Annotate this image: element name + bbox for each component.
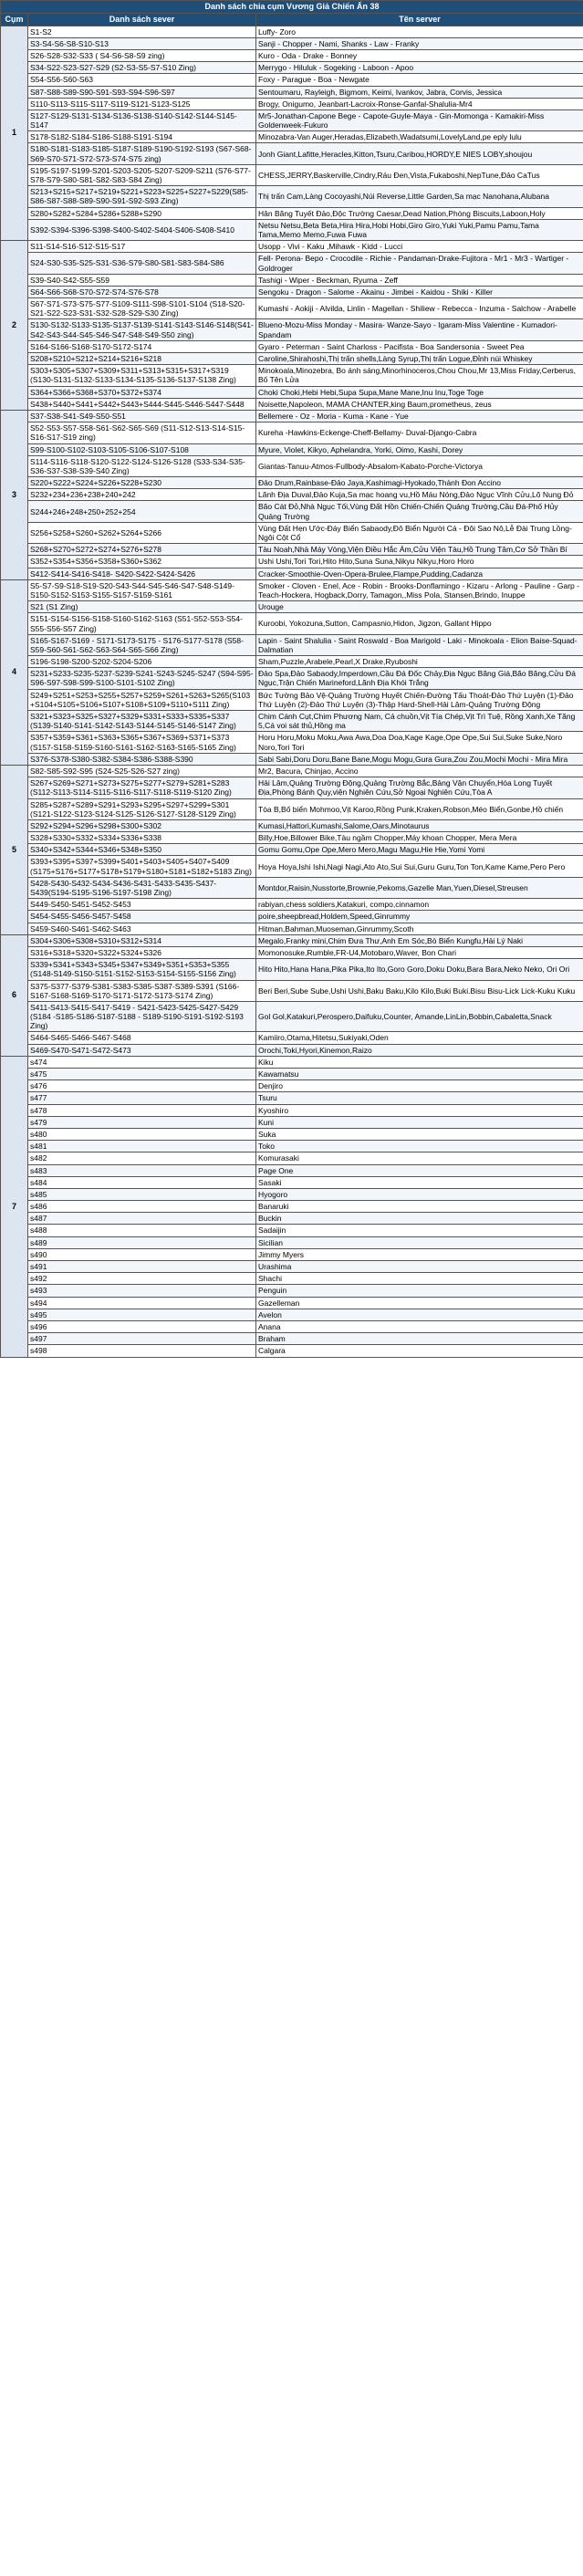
cluster-id-cell: 1 xyxy=(1,26,28,241)
server-name-cell: Sentoumaru, Rayleigh, Bigmom, Keimi, Ivankov, Jabra, Corvis, Jessica xyxy=(256,86,583,98)
server-name-cell: Tàu Noah,Nhà Máy Vòng,Viện Điều Hắc Ám,Cửu Viện Tàu,Hồ Trung Tâm,Cơ Sở Thần Bí xyxy=(256,544,583,556)
table-row xyxy=(1,164,583,185)
table-row xyxy=(1,1225,583,1236)
table-row xyxy=(1,253,583,274)
server-name-cell: Sasaki xyxy=(256,1176,583,1188)
server-name-cell: Anana xyxy=(256,1320,583,1332)
table-row xyxy=(1,489,583,501)
server-list-cell: s496 xyxy=(28,1320,256,1332)
table-row xyxy=(1,899,583,911)
table-row xyxy=(1,1345,583,1357)
server-name-cell: rabiyan,chess soldiers,Katakuri, compo,cinnamon xyxy=(256,899,583,911)
server-name-cell: Bellemere - Oz - Moria - Kuma - Kane - Yue xyxy=(256,410,583,422)
table-row xyxy=(1,877,583,898)
server-list-cell: S268+S270+S272+S274+S276+S278 xyxy=(28,544,256,556)
server-list-cell: s485 xyxy=(28,1188,256,1200)
server-list-cell: S392-S394-S396-S398-S400-S402-S404-S406-S408-S410 xyxy=(28,219,256,240)
server-list-cell: s478 xyxy=(28,1104,256,1116)
table-row xyxy=(1,522,583,543)
server-list-cell: S54-S56-S60-S63 xyxy=(28,74,256,86)
server-name-cell: Caroline,Shirahoshi,Thị trấn shells,Làng Syrup,Thị trấn Logue,Đỉnh núi Whiskey xyxy=(256,353,583,365)
server-list-cell: s494 xyxy=(28,1297,256,1309)
server-name-cell: Megalo,Franky mini,Chim Đưa Thư,Anh Em Sóc,Bò Biển Kungfu,Hải Lý Naki xyxy=(256,934,583,946)
header-row xyxy=(1,13,583,26)
server-name-cell: Braham xyxy=(256,1333,583,1345)
server-name-cell: Choki Choki,Hebi Hebi,Supa Supa,Mane Mane,Inu Inu,Toge Toge xyxy=(256,386,583,398)
server-name-cell: Tòa B,Bố biển Mohmoo,Vịt Karoo,Rồng Punk,Kraken,Robson,Méo Biển,Gonbe,Hồ chiến xyxy=(256,798,583,819)
table-row xyxy=(1,207,583,219)
cluster-id-cell: 4 xyxy=(1,579,28,765)
server-name-cell: Fell- Perona- Bepo - Crocodile - Richie - Pandaman-Drake-Fujitora - Mr1 - Mr3 - Wartiger - Goldroger xyxy=(256,253,583,274)
server-name-cell: Chim Cánh Cụt,Chim Phương Nam, Cá chuồn,Vịt Tía Chép,Vịt Trì Tuệ, Rồng Xanh,Xe Tăng 5,Cá voi sát thủ,Hồng ma xyxy=(256,711,583,732)
server-list-cell: S1-S2 xyxy=(28,26,256,37)
table-row xyxy=(1,601,583,613)
table-row xyxy=(1,689,583,710)
server-name-cell: Jimmy Myers xyxy=(256,1248,583,1260)
server-name-cell: Tsuru xyxy=(256,1092,583,1104)
server-list-cell: s487 xyxy=(28,1213,256,1225)
table-row xyxy=(1,934,583,946)
table-row xyxy=(1,1309,583,1320)
server-name-cell: Merrygo - Hiluluk - Sogeking - Laboon - Apoo xyxy=(256,62,583,74)
table-row xyxy=(1,946,583,958)
table-title: Danh sách chia cụm Vương Giả Chiến Ẩn 38 xyxy=(1,1,583,14)
server-name-cell: Hải Lâm,Quảng Trường Động,Quảng Trường Bắc,Bảng Vận Chuyển,Hóa Long Tuyết Địa,Phòng Bánh Quy,viện Nghiên Cứu,Sở Ngoại Nghiên Cứu,Tòa A xyxy=(256,777,583,798)
table-row xyxy=(1,911,583,923)
server-name-cell: Sabi Sabi,Doru Doru,Bane Bane,Mogu Mogu,Gura Gura,Zou Zou,Mochi Mochi - Mira Mira xyxy=(256,753,583,765)
table-row xyxy=(1,74,583,86)
table-row xyxy=(1,732,583,753)
server-list-cell: S114-S116-S118-S120-S122-S124-S126-S128 (S33-S34-S35-S36-S37-S38-S39-S40 Zing) xyxy=(28,455,256,476)
server-name-cell: poire,sheepbread,Holdem,Speed,Ginrummy xyxy=(256,911,583,923)
server-name-cell: Horu Horu,Moku Moku,Awa Awa,Doa Doa,Kage Kage,Ope Ope,Sui Sui,Suke Suke,Noro Noro,Tori Tori xyxy=(256,732,583,753)
table-row xyxy=(1,298,583,319)
server-list-cell: S220+S222+S224+S226+S228+S230 xyxy=(28,477,256,489)
server-list-cell: S195-S197-S199-S201-S203-S205-S207-S209-S211 (S76-S77-S78-S79-S80-S81-S82-S83-S84 Zing) xyxy=(28,164,256,185)
table-row xyxy=(1,477,583,489)
table-row xyxy=(1,711,583,732)
table-row xyxy=(1,1104,583,1116)
server-list-cell: s492 xyxy=(28,1273,256,1285)
server-list-cell: s476 xyxy=(28,1080,256,1092)
server-name-cell: Shachi xyxy=(256,1273,583,1285)
server-name-cell: Sanji - Chopper - Nami, Shanks - Law - Franky xyxy=(256,37,583,49)
table-row xyxy=(1,286,583,297)
server-list-cell: s491 xyxy=(28,1261,256,1273)
server-name-cell: Toko xyxy=(256,1141,583,1152)
server-list-cell: S303+S305+S307+S309+S311+S313+S315+S317+S319 (S130-S131-S132-S133-S134-S135-S136-S137-S138 Zing) xyxy=(28,365,256,386)
table-row xyxy=(1,398,583,410)
server-list-cell: s483 xyxy=(28,1164,256,1176)
server-list-cell: s498 xyxy=(28,1345,256,1357)
server-name-cell: Vùng Đất Hẹn Ước-Đáy Biển Sabaody,Đô Biển Người Cá - Đôi Sao Nô,Lễ Đài Trung Lồng-Ngôi Cột Cổ xyxy=(256,522,583,543)
header-cluster: Cụm xyxy=(1,13,28,26)
server-name-cell: Penguin xyxy=(256,1285,583,1297)
server-list-cell: S304+S306+S308+S310+S312+S314 xyxy=(28,934,256,946)
table-row xyxy=(1,1273,583,1285)
server-list-cell: S352+S354+S356+S358+S360+S362 xyxy=(28,556,256,568)
server-name-cell: Smoker - Cloven - Enel, Ace - Robin - Brooks-Donflamingo - Kizaru - Arlong - Pauline - Garp - Teach-Hockera, Hogback,Dorry, Tamagon,,Miss Pola, Stansen,Brindo, Inuppe xyxy=(256,579,583,600)
server-name-cell: Urashima xyxy=(256,1261,583,1273)
table-row xyxy=(1,668,583,689)
server-name-cell: Brogy, Onigumo, Jeanbart-Lacroix-Ronse-Ganfal-Shalulia-Mr4 xyxy=(256,98,583,110)
server-list-cell: S99-S100-S102-S103-S105-S106-S107-S108 xyxy=(28,443,256,455)
server-list-cell: S34-S22-S23-S27-S29 (S2-S3-S5-S7-S10 Zing) xyxy=(28,62,256,74)
table-row xyxy=(1,1285,583,1297)
server-list-cell: S280+S282+S284+S286+S288+S290 xyxy=(28,207,256,219)
table-row xyxy=(1,1141,583,1152)
server-list-cell: S244+246+248+250+252+254 xyxy=(28,501,256,522)
server-name-cell: Tashigi - Wiper - Beckman, Ryuma - Zeff xyxy=(256,274,583,286)
table-row xyxy=(1,1333,583,1345)
server-list-cell: S339+S341+S343+S345+S347+S349+S351+S353+S355 (S148-S149-S150-S151-S152-S153-S154-S155-S156 Zing) xyxy=(28,959,256,980)
server-list-cell: S375-S377-S379-S381-S383-S385-S387-S389-S391 (S166-S167-S168-S169-S170-S171-S172-S173-S174 Zing) xyxy=(28,980,256,1001)
table-row xyxy=(1,844,583,856)
server-name-cell: Lãnh Địa Duval,Đảo Kuja,Sa mạc hoang vu,Hồ Máu Nóng,Đảo Ngục Vĩnh Cửu,Lõ Nung Đỏ xyxy=(256,489,583,501)
server-list-cell: S151-S154-S156-S158-S160-S162-S163 (S51-S52-S53-S54-S55-S56-S57 Zing) xyxy=(28,613,256,634)
server-name-cell: Đảo Drum,Rainbase-Đảo Jaya,Kashimagi-Hyokado,Thành Đon Accino xyxy=(256,477,583,489)
table-row xyxy=(1,856,583,877)
server-list-cell: S52-S53-S57-S58-S61-S62-S65-S69 (S11-S12-S13-S14-S15-S16-S17-S19 zing) xyxy=(28,422,256,443)
server-name-cell: Hân Băng Tuyết Đảo,Độc Trường Caesar,Dead Nation,Phòng Biscuits,Laboon,Holy xyxy=(256,207,583,219)
server-list-cell: s484 xyxy=(28,1176,256,1188)
table-row xyxy=(1,353,583,365)
server-name-cell: Kiku xyxy=(256,1056,583,1068)
server-name-cell: Thị trấn Cam,Làng Cocoyashi,Núi Reverse,Little Garden,Sa mạc Nanohana,Alubana xyxy=(256,186,583,207)
server-list-cell: S364+S366+S368+S370+S372+S374 xyxy=(28,386,256,398)
server-name-cell: Cracker-Smoothie-Oven-Opera-Brulee,Flampe,Pudding,Cadanza xyxy=(256,568,583,579)
server-list-cell: S316+S318+S320+S322+S324+S326 xyxy=(28,946,256,958)
server-name-cell: Buckin xyxy=(256,1213,583,1225)
table-row xyxy=(1,410,583,422)
server-name-cell: Momonosuke,Rumble,FR-U4,Motobaro,Waver, Bon Chari xyxy=(256,946,583,958)
server-name-cell: Orochi,Toki,Hyori,Kinemon,Raizo xyxy=(256,1044,583,1056)
server-list-cell: S67-S71-S73-S75-S77-S109-S111-S98-S101-S104 (S18-S20-S21-S22-S23-S31-S32-S28-S29-S30 Zing) xyxy=(28,298,256,319)
table-row xyxy=(1,777,583,798)
server-name-cell: Minozabra-Van Auger,Heradas,Elizabeth,Wadatsumi,LovelyLand,pe eply lulu xyxy=(256,131,583,143)
table-row xyxy=(1,980,583,1001)
table-row xyxy=(1,274,583,286)
server-list-cell: s482 xyxy=(28,1152,256,1164)
server-list-cell: S449-S450-S451-S452-S453 xyxy=(28,899,256,911)
server-list-cell: S37-S38-S41-S49-S50-S51 xyxy=(28,410,256,422)
table-row xyxy=(1,1152,583,1164)
server-list-cell: S5-S7-S9-S18-S19-S20-S43-S44-S45-S46-S47-S48-S149-S150-S152-S153-S155-S157-S159-S161 xyxy=(28,579,256,600)
table-row xyxy=(1,219,583,240)
server-list-cell: S469-S470-S471-S472-S473 xyxy=(28,1044,256,1056)
table-row xyxy=(1,386,583,398)
table-row xyxy=(1,832,583,844)
table-row xyxy=(1,1080,583,1092)
server-list-cell: S438+S440+S441+S442+S443+S444-S445-S446-S447-S448 xyxy=(28,398,256,410)
server-name-cell: CHESS,JERRY,Baskerville,Cindry,Ráu Đen,Vista,Fukaboshi,NepTune,Đảo CaTus xyxy=(256,164,583,185)
server-name-cell: Kumasi,Hattori,Kumashi,Salome,Oars,Minotaurus xyxy=(256,819,583,831)
table-row xyxy=(1,556,583,568)
table-row xyxy=(1,1213,583,1225)
server-name-cell: Kuro - Oda - Drake - Bonney xyxy=(256,49,583,61)
server-list-cell: S164-S166-S168-S170-S172-S174 xyxy=(28,340,256,352)
server-list-cell: S285+S287+S289+S291+S293+S295+S297+S299+S301 (S121-S122-S123-S124-S125-S126-S127-S128-S129 Zing) xyxy=(28,798,256,819)
table-row xyxy=(1,340,583,352)
server-name-cell: Sicilian xyxy=(256,1236,583,1248)
server-list-cell: s495 xyxy=(28,1309,256,1320)
server-name-cell: Ushi Ushi,Tori Tori,Hito Hito,Suna Suna,Nikyu Nikyu,Horo Horo xyxy=(256,556,583,568)
server-list-cell: s479 xyxy=(28,1116,256,1128)
server-name-cell: Montdor,Raisin,Nusstorte,Brownie,Pekoms,Gazelle Man,Yuen,Diesel,Streusen xyxy=(256,877,583,898)
server-name-cell: Netsu Netsu,Beta Beta,Hira Hira,Hobi Hobi,Giro Giro,Yuki Yuki,Pamu Pamu,Tama Tama,Memo Memo,Fuwa Fuwa xyxy=(256,219,583,240)
server-list-cell: s488 xyxy=(28,1225,256,1236)
server-list-cell: S357+S359+S361+S363+S365+S367+S369+S371+S373 (S157-S158-S159-S160-S161-S162-S163-S165-S165 Zing) xyxy=(28,732,256,753)
cluster-id-cell: 5 xyxy=(1,765,28,934)
table-row xyxy=(1,131,583,143)
server-name-cell: Kureha -Hawkins-Eckenge-Cheff-Bellamy- Duval-Django-Cabra xyxy=(256,422,583,443)
table-row xyxy=(1,819,583,831)
server-list-cell: S39-S40-S42-S55-S59 xyxy=(28,274,256,286)
server-name-cell: Mr2, Bacura, Chinjao, Accino xyxy=(256,765,583,777)
server-name-cell: Sengoku - Dragon - Salome - Akainu - Jimbei - Kaidou - Shiki - Killer xyxy=(256,286,583,297)
table-row xyxy=(1,1164,583,1176)
table-row xyxy=(1,1032,583,1044)
server-list-cell: S110-S113-S115-S117-S119-S121-S123-S125 xyxy=(28,98,256,110)
server-list-cell: S127-S129-S131-S134-S136-S138-S140-S142-S144-S145-S147 xyxy=(28,110,256,130)
server-list-cell: S130-S132-S133-S135-S137-S139-S141-S143-S146-S148(S41-S42-S43-S44-S45-S46-S47-S48-S49-S50 zing) xyxy=(28,319,256,340)
table-row xyxy=(1,1001,583,1032)
server-name-cell: Luffy- Zoro xyxy=(256,26,583,37)
table-row xyxy=(1,1297,583,1309)
server-name-cell: Bão Cát Đỏ,Nhà Ngục Tối,Vùng Đất Hồn Chiến-Chiến Quảng Trường,Cầu Đá-Phố Hủy Quảng Trường xyxy=(256,501,583,522)
server-list-cell: S340+S342+S344+S346+S348+S350 xyxy=(28,844,256,856)
table-row xyxy=(1,1056,583,1068)
server-name-cell: Gyaro - Peterman - Saint Charloss - Pacifista - Boa Sandersonia - Sweet Pea xyxy=(256,340,583,352)
table-row xyxy=(1,1176,583,1188)
server-name-cell: Sham,Puzzle,Arabele,Pearl,X Drake,Ryuboshi xyxy=(256,656,583,668)
server-name-cell: Denjiro xyxy=(256,1080,583,1092)
server-list-cell: S165-S167-S169 - S171-S173-S175 - S176-S177-S178 (S58-S59-S60-S61-S62-S63-S64-S65-S66 Zing) xyxy=(28,634,256,655)
server-name-cell: Hyogoro xyxy=(256,1188,583,1200)
server-name-cell: Kuroobi, Yokozuna,Sutton, Campasnio,Hidon, Jigzon, Gallant Hippo xyxy=(256,613,583,634)
server-name-cell: Giantas-Tanuu-Atmos-Fullbody-Absalom-Kabato-Porche-Victorya xyxy=(256,455,583,476)
server-list-cell: s480 xyxy=(28,1128,256,1140)
server-name-cell: Kumashi - Aokiji - Alvilda, Linlin - Magellan - Shiliew - Rebecca - Inzuma - Salchow - Arabelle xyxy=(256,298,583,319)
server-list-cell: S196-S198-S200-S202-S204-S206 xyxy=(28,656,256,668)
server-name-cell: Bức Tường Bảo Vệ-Quảng Trường Huyết Chiến-Đường Tấu Thoát-Đảo Thứ Luyện (1)-Đảo Thứ Luyện (2)-Đảo Thứ Luyện (3)-Thập Hard-Shell-Hải Lâm-Quảng Trường Động xyxy=(256,689,583,710)
server-name-cell: Gazelleman xyxy=(256,1297,583,1309)
table-row xyxy=(1,241,583,253)
server-list-cell: S249+S251+S253+S255+S257+S259+S261+S263+S265(S103+S104+S105+S106+S107+S108+S109+S110+S111 Zing) xyxy=(28,689,256,710)
server-list-cell: S459-S460-S461-S462-S463 xyxy=(28,923,256,934)
server-list-cell: s486 xyxy=(28,1201,256,1213)
server-list-cell: S328+S330+S332+S334+S336+S338 xyxy=(28,832,256,844)
server-list-cell: S412-S414-S416-S418- S420-S422-S424-S426 xyxy=(28,568,256,579)
cluster-id-cell: 7 xyxy=(1,1056,28,1357)
server-list-cell: S87-S88-S89-S90-S91-S93-S94-S96-S97 xyxy=(28,86,256,98)
server-list-cell: s477 xyxy=(28,1092,256,1104)
table-row xyxy=(1,923,583,934)
server-name-cell: Lapin - Saint Shalulia - Saint Roswald - Boa Marigold - Laki - Minokoala - Elion Baise-Squad-Dalmatian xyxy=(256,634,583,655)
table-row xyxy=(1,1261,583,1273)
server-name-cell: Page One xyxy=(256,1164,583,1176)
server-list-cell: S232+234+236+238+240+242 xyxy=(28,489,256,501)
server-name-cell: Avelon xyxy=(256,1309,583,1320)
table-row xyxy=(1,568,583,579)
table-row xyxy=(1,579,583,600)
table-row xyxy=(1,1128,583,1140)
server-list-cell: s475 xyxy=(28,1069,256,1080)
server-name-cell: Gol Gol,Katakuri,Perospero,Daifuku,Counter, Amande,LinLin,Bobbin,Cabaletta,Snack xyxy=(256,1001,583,1032)
table-row xyxy=(1,319,583,340)
server-name-cell: Kyoshiro xyxy=(256,1104,583,1116)
table-row xyxy=(1,1188,583,1200)
table-row xyxy=(1,501,583,522)
table-row xyxy=(1,455,583,476)
server-list-cell: S26-S28-S32-S33 ( S4-S6-S8-S9 zing) xyxy=(28,49,256,61)
cluster-id-cell: 3 xyxy=(1,410,28,579)
server-list-cell: S428-S430-S432-S434-S436-S431-S433-S435-S437-S439(S194-S195-S196-S197-S198 Zing) xyxy=(28,877,256,898)
server-list-cell: S180-S181-S183-S185-S187-S189-S190-S192-S193 (S67-S68-S69-S70-S71-S72-S73-S74-S75 zing) xyxy=(28,143,256,164)
server-name-cell: Hito Hito,Hana Hana,Pika Pika,Ito Ito,Goro Goro,Doku Doku,Bara Bara,Neko Neko, Ori Ori xyxy=(256,959,583,980)
server-list-cell: s474 xyxy=(28,1056,256,1068)
server-list-cell: S454-S455-S456-S457-S458 xyxy=(28,911,256,923)
table-row xyxy=(1,798,583,819)
server-list-cell: S256+S258+S260+S262+S264+S266 xyxy=(28,522,256,543)
server-name-cell: Suka xyxy=(256,1128,583,1140)
table-row xyxy=(1,443,583,455)
server-name-cell: Banaruki xyxy=(256,1201,583,1213)
server-name-cell: Usopp - Vivi - Kaku ,Mihawk - Kidd - Lucci xyxy=(256,241,583,253)
table-row xyxy=(1,62,583,74)
table-row xyxy=(1,143,583,164)
server-list-cell: S11-S14-S16-S12-S15-S17 xyxy=(28,241,256,253)
server-name-cell: Foxy - Parague - Boa - Newgate xyxy=(256,74,583,86)
server-name-cell: Kuni xyxy=(256,1116,583,1128)
title-row xyxy=(1,1,583,14)
server-list-cell: S208+S210+S212+S214+S216+S218 xyxy=(28,353,256,365)
server-name-cell: Calgara xyxy=(256,1345,583,1357)
server-name-cell: Sadaijin xyxy=(256,1225,583,1236)
table-row xyxy=(1,110,583,130)
server-name-cell: Hoya Hoya,Ishi Ishi,Nagi Nagi,Ato Ato,Sui Sui,Guru Guru,Ton Ton,Kame Kame,Pero Pero xyxy=(256,856,583,877)
table-row xyxy=(1,1320,583,1332)
server-name-cell: Hitman,Bahman,Muoseman,Ginrummy,Scoth xyxy=(256,923,583,934)
server-list-cell: s490 xyxy=(28,1248,256,1260)
server-name-cell: Gomu Gomu,Ope Ope,Mero Mero,Magu Magu,Hie Hie,Yomi Yomi xyxy=(256,844,583,856)
table-row xyxy=(1,634,583,655)
server-name-cell: Billy,Hoe,Billower Bike,Tàu ngầm Chopper,Máy khoan Chopper, Mera Mera xyxy=(256,832,583,844)
table-row xyxy=(1,753,583,765)
server-name-cell: Kamiiro,Otama,Hitetsu,Sukiyaki,Oden xyxy=(256,1032,583,1044)
table-row xyxy=(1,186,583,207)
table-row xyxy=(1,422,583,443)
server-list-cell: S64-S66-S68-S70-S72-S74-S76-S78 xyxy=(28,286,256,297)
table-body xyxy=(1,26,583,1357)
server-list-cell: S321+S323+S325+S327+S329+S331+S333+S335+S337 (S139-S140-S141-S142-S143-S144-S145-S146-S147 Zing) xyxy=(28,711,256,732)
table-row xyxy=(1,1248,583,1260)
server-name-cell: Blueno-Mozu-Miss Monday - Masira- Wanze-Sayo - Igaram-Miss Valentine - Kumadori-Spandam xyxy=(256,319,583,340)
server-list-cell: S411-S413-S415-S417-S419 - S421-S423-S425-S427-S429 (S184 -S185-S186-S187-S188 - S189-S190-S191-S192-S193 Zing) xyxy=(28,1001,256,1032)
server-name-cell: Jonh Giant,Lafitte,Heracles,Kitton,Tsuru,Caribou,HORDY,E NIES LOBY,shoujou xyxy=(256,143,583,164)
server-name-cell: Đảo Spa,Đảo Sabaody,Imperdown,Cầu Đá Đốc Chảy,Địa Ngục Băng Giá,Bão Băng,Cửu Đá Ngục,Trận Chiến Marineford,Lãnh Địa Khói Trắng xyxy=(256,668,583,689)
server-list-cell: S82-S85-S92-S95 (S24-S25-S26-S27 zing) xyxy=(28,765,256,777)
server-list-cell: S213+S215+S217+S219+S221+S223+S225+S227+S229(S85-S86-S87-S88-S89-S90-S91-S92-S93 Zing) xyxy=(28,186,256,207)
server-list-cell: s493 xyxy=(28,1285,256,1297)
table-row xyxy=(1,1201,583,1213)
table-row xyxy=(1,765,583,777)
cluster-id-cell: 6 xyxy=(1,934,28,1056)
table-row xyxy=(1,544,583,556)
server-name-cell: Beri Beri,Sube Sube,Ushi Ushi,Baku Baku,Kilo Kilo,Buki Buki.Bisu Bisu-Lick Lick-Kuku Kuku xyxy=(256,980,583,1001)
server-name-cell: Noisette,Napoleon, MAMA CHANTER,king Baum,prometheus, zeus xyxy=(256,398,583,410)
header-servers: Danh sách sever xyxy=(28,13,256,26)
server-list-cell: S178-S182-S184-S186-S188-S191-S194 xyxy=(28,131,256,143)
server-list-cell: S3-S4-S6-S8-S10-S13 xyxy=(28,37,256,49)
table-row xyxy=(1,26,583,37)
server-name-cell: Urouge xyxy=(256,601,583,613)
server-name-cell: Myure, Violet, Kikyo, Aphelandra, Yorki, Oimo, Kashi, Dorey xyxy=(256,443,583,455)
table-row xyxy=(1,1092,583,1104)
server-name-cell: Komurasaki xyxy=(256,1152,583,1164)
server-list-cell: S393+S395+S397+S399+S401+S403+S405+S407+S409 (S175+S176+S177+S178+S179+S180+S181+S182+S183 Zing) xyxy=(28,856,256,877)
table-row xyxy=(1,1236,583,1248)
server-list-cell: S376-S378-S380-S382-S384-S386-S388-S390 xyxy=(28,753,256,765)
table-row xyxy=(1,959,583,980)
server-list-cell: s481 xyxy=(28,1141,256,1152)
table-row xyxy=(1,37,583,49)
server-list-cell: S464-S465-S466-S467-S468 xyxy=(28,1032,256,1044)
server-list-cell: S231+S233-S235-S237-S239-S241-S243-S245-S247 (S94-S95-S96-S97-S98-S99-S100-S101-S102 Zing) xyxy=(28,668,256,689)
server-list-cell: S24-S30-S35-S25-S31-S36-S79-S80-S81-S83-S84-S86 xyxy=(28,253,256,274)
server-list-cell: S292+S294+S296+S298+S300+S302 xyxy=(28,819,256,831)
server-name-cell: Minokoala,Minozebra, Bo ánh sáng,Minorhinoceros,Chou Chou,Mr 13,Miss Friday,Cerberus, Bố Tên Lửa xyxy=(256,365,583,386)
server-list-cell: S21 (S1 Zing) xyxy=(28,601,256,613)
table-row xyxy=(1,49,583,61)
table-row xyxy=(1,365,583,386)
server-name-cell: Kawamatsu xyxy=(256,1069,583,1080)
header-names: Tên server xyxy=(256,13,583,26)
server-list-cell: s489 xyxy=(28,1236,256,1248)
cluster-id-cell: 2 xyxy=(1,241,28,411)
table-row xyxy=(1,86,583,98)
server-list-cell: s497 xyxy=(28,1333,256,1345)
table-row xyxy=(1,656,583,668)
table-row xyxy=(1,613,583,634)
table-row xyxy=(1,1069,583,1080)
server-list-cell: S267+S269+S271+S273+S275+S277+S279+S281+S283 (S112-S113-S114-S115-S116-S117-S118-S119-S120 Zing) xyxy=(28,777,256,798)
server-name-cell: Mr5-Jonathan-Capone Bege - Capote-Guyle-Maya - Gin-Momonga - Kamakiri-Miss Goldenweek-Fukuro xyxy=(256,110,583,130)
table-row xyxy=(1,1116,583,1128)
table-row xyxy=(1,1044,583,1056)
table-row xyxy=(1,98,583,110)
